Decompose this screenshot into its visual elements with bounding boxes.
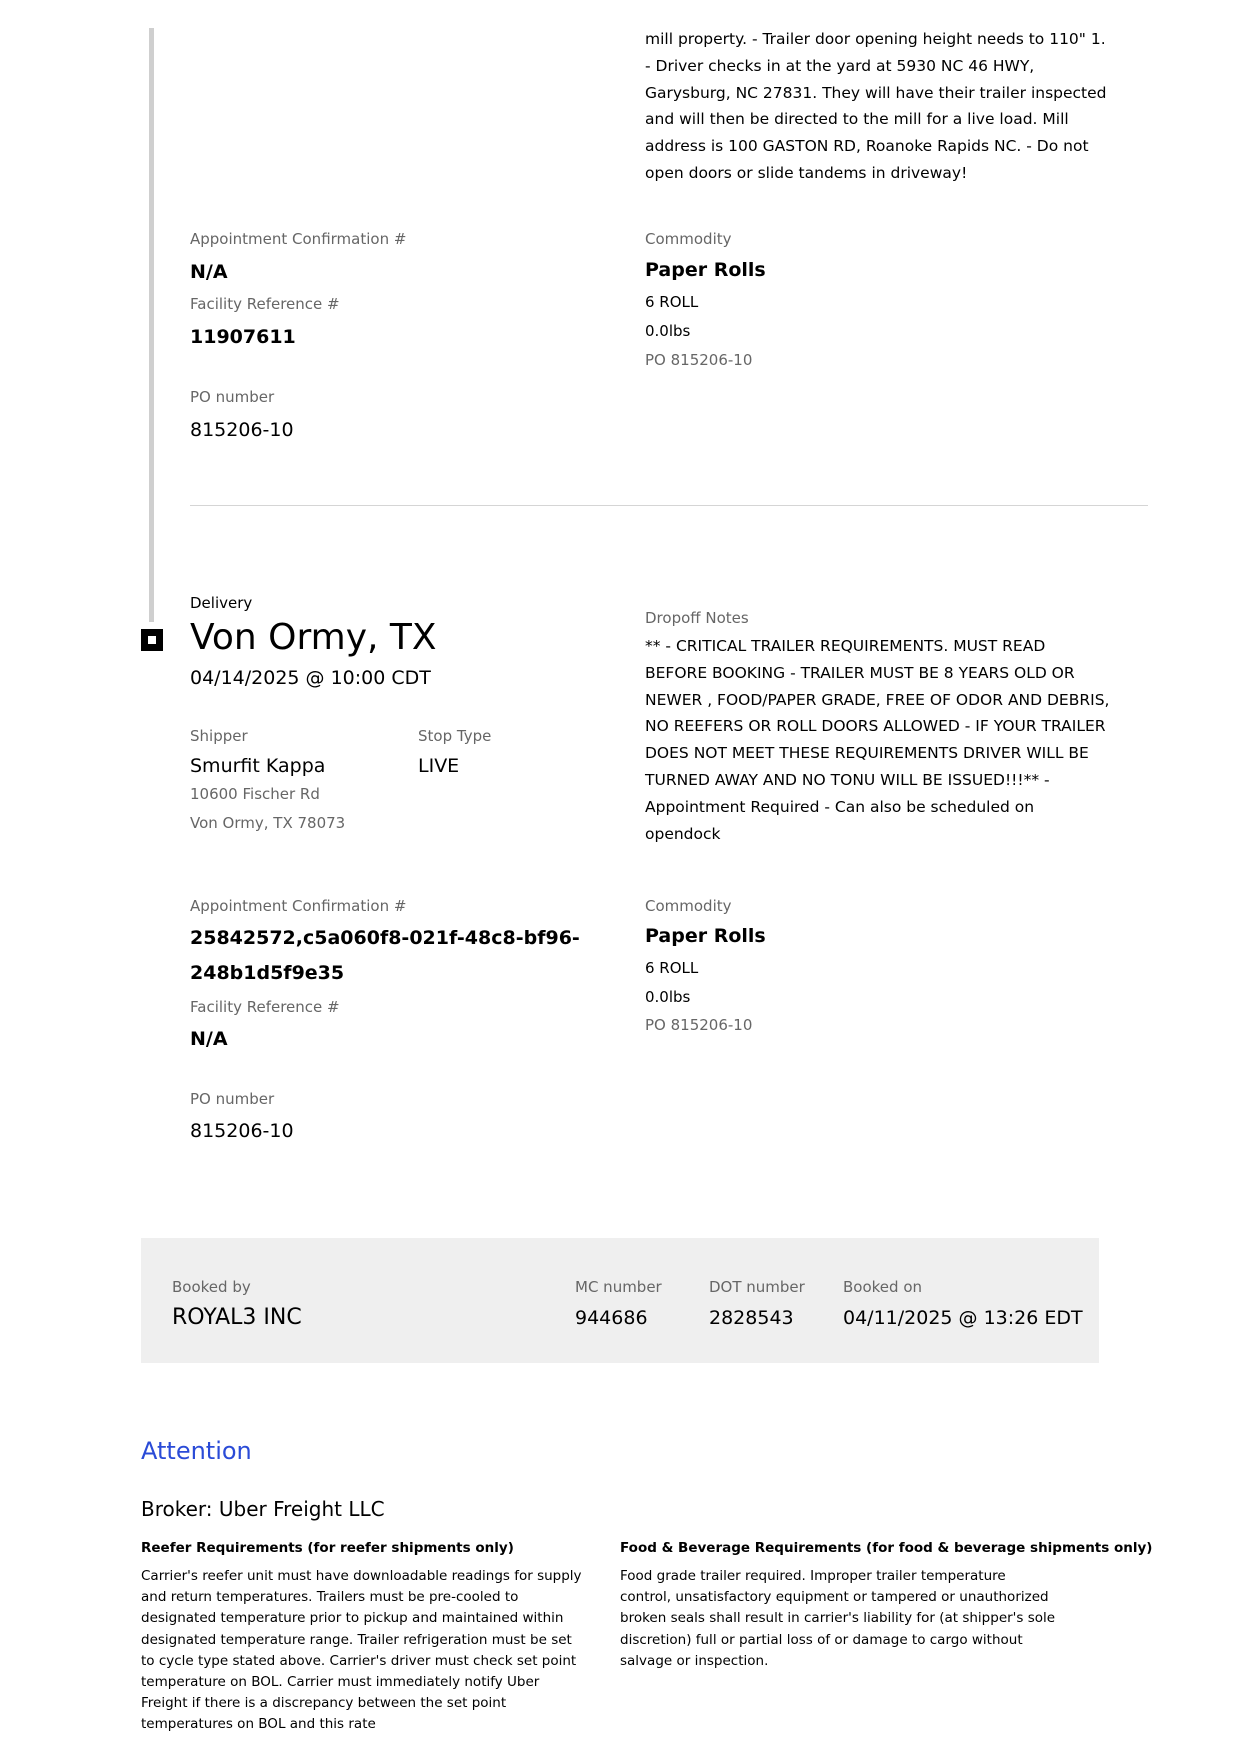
attention-title: Attention — [141, 1437, 252, 1465]
booked-on-label: Booked on — [843, 1278, 922, 1296]
broker-name: Broker: Uber Freight LLC — [141, 1497, 385, 1521]
delivery-facility-label: Facility Reference # — [190, 998, 340, 1016]
mc-number-label: MC number — [575, 1278, 662, 1296]
delivery-commodity-weight: 0.0lbs — [645, 988, 691, 1006]
dropoff-notes-label: Dropoff Notes — [645, 609, 749, 627]
reefer-requirements-text: Carrier's reefer unit must have downloadable readings for supply and return temperatures. Trailers must be pre-cooled to designated temperature prior to pickup and maintained within designated temperature range. Trailer refrigeration must be set to cycle type stated above. Carrier's driver must check set point temperature on BOL. Carrier must immediately notify Uber Freight if there is a discrepancy between the set point temperatures on BOL and this rate — [141, 1568, 582, 1733]
pickup-commodity-po: PO 815206-10 — [645, 351, 753, 369]
dot-number-label: DOT number — [709, 1278, 805, 1296]
food-requirements-text: Food grade trailer required. Improper trailer temperature control, unsatisfactory equipment or tampered or unauthorized broken seals shall result in carrier's liability for (at shipper's sole discretion) full or partial loss of or damage to cargo without salvage or inspection. — [620, 1568, 1056, 1669]
delivery-kind: Delivery — [190, 594, 253, 612]
stop-type-label: Stop Type — [418, 727, 492, 745]
mc-number-value: 944686 — [575, 1307, 648, 1329]
delivery-datetime: 04/14/2025 @ 10:00 CDT — [190, 667, 431, 689]
timeline-line — [149, 28, 154, 622]
shipper-label: Shipper — [190, 727, 248, 745]
booked-by-value: ROYAL3 INC — [172, 1305, 302, 1330]
stop-marker-icon — [141, 629, 163, 651]
delivery-appt-value-line1: 25842572,c5a060f8-021f-48c8-bf96- — [190, 927, 580, 949]
delivery-commodity-label: Commodity — [645, 897, 732, 915]
stop-type-value: LIVE — [418, 755, 460, 777]
delivery-facility-value: N/A — [190, 1028, 228, 1050]
shipper-name: Smurfit Kappa — [190, 755, 326, 777]
reefer-requirements-title: Reefer Requirements (for reefer shipments only) — [141, 1540, 514, 1556]
delivery-po-value: 815206-10 — [190, 1120, 294, 1142]
delivery-commodity-po: PO 815206-10 — [645, 1016, 753, 1034]
dropoff-notes-text: ** - CRITICAL TRAILER REQUIREMENTS. MUST READ BEFORE BOOKING - TRAILER MUST BE 8 YEARS OLD OR NEWER , FOOD/PAPER GRADE, FREE OF ODOR AND DEBRIS, NO REEFERS OR ROLL DOORS ALLOWED - IF YOUR TRAILER DOES NOT MEET THESE REQUIREMENTS DRIVER WILL BE TURNED AWAY AND NO TONU WILL BE ISSUED!!!** - Appointment Required - Can also be scheduled on opendock — [645, 637, 1110, 843]
delivery-po-label: PO number — [190, 1090, 275, 1108]
pickup-po-value: 815206-10 — [190, 419, 294, 441]
delivery-city: Von Ormy, TX — [190, 617, 437, 658]
pickup-po-label: PO number — [190, 388, 275, 406]
booked-by-label: Booked by — [172, 1278, 251, 1296]
shipper-address-line2: Von Ormy, TX 78073 — [190, 814, 346, 832]
pickup-facility-value: 11907611 — [190, 326, 296, 348]
booked-on-value: 04/11/2025 @ 13:26 EDT — [843, 1307, 1083, 1329]
delivery-appt-value-line2: 248b1d5f9e35 — [190, 962, 345, 984]
delivery-appt-label: Appointment Confirmation # — [190, 897, 407, 915]
pickup-facility-label: Facility Reference # — [190, 295, 340, 313]
pickup-commodity-label: Commodity — [645, 230, 732, 248]
food-requirements-title: Food & Beverage Requirements (for food & beverage shipments only) — [620, 1540, 1153, 1556]
pickup-appt-label: Appointment Confirmation # — [190, 230, 407, 248]
booking-panel — [141, 1238, 1099, 1363]
dot-number-value: 2828543 — [709, 1307, 794, 1329]
pickup-notes: mill property. - Trailer door opening height needs to 110" 1. - Driver checks in at the yard at 5930 NC 46 HWY, Garysburg, NC 27831. They will have their trailer inspected and will then be directed to the mill for a live load. Mill address is 100 GASTON RD, Roanoke Rapids NC. - Do not open doors or slide tandems in driveway! — [645, 30, 1107, 182]
pickup-appt-value: N/A — [190, 261, 228, 283]
delivery-commodity-name: Paper Rolls — [645, 925, 766, 947]
pickup-commodity-qty: 6 ROLL — [645, 293, 699, 311]
delivery-commodity-qty: 6 ROLL — [645, 959, 699, 977]
section-divider — [190, 505, 1148, 506]
shipper-address-line1: 10600 Fischer Rd — [190, 785, 320, 803]
pickup-commodity-name: Paper Rolls — [645, 259, 766, 281]
pickup-commodity-weight: 0.0lbs — [645, 322, 691, 340]
